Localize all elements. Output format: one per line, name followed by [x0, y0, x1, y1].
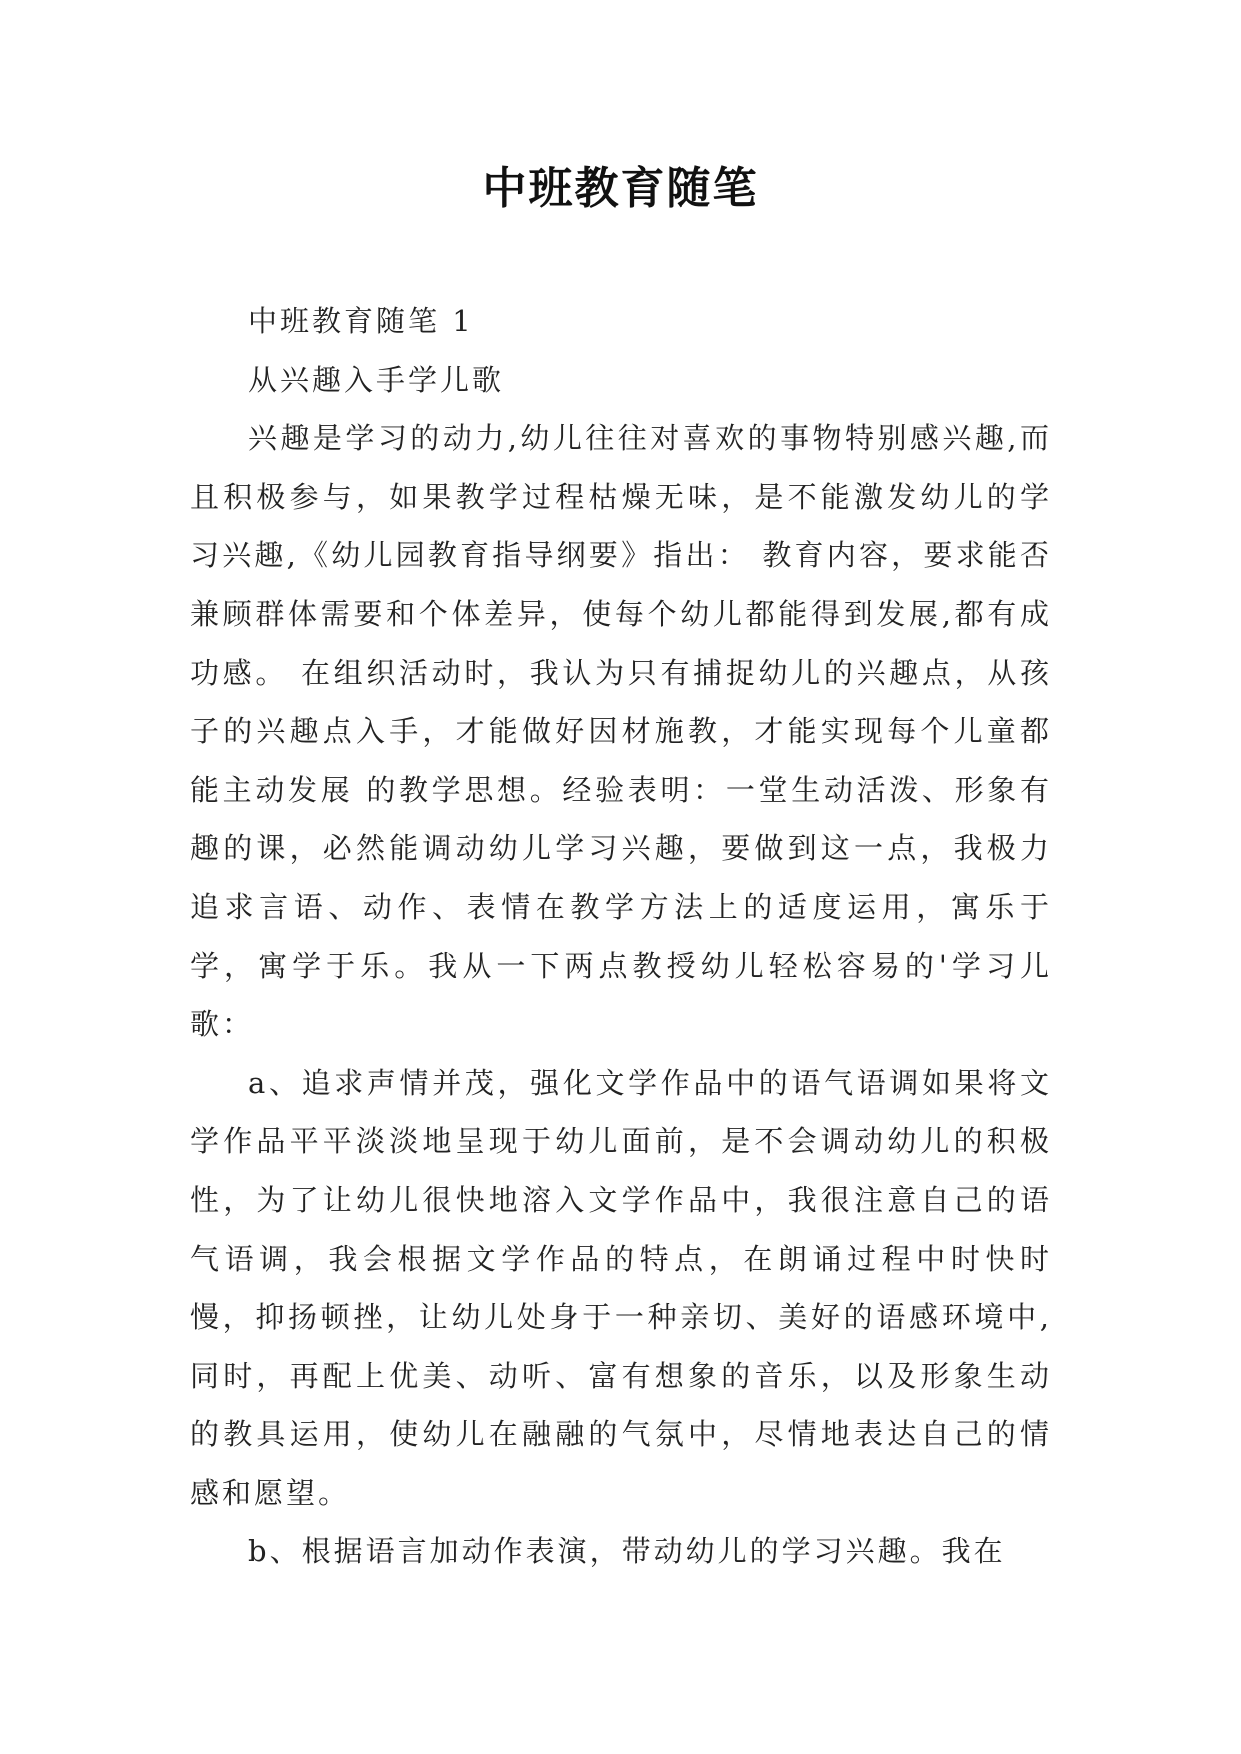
document-title: 中班教育随笔: [482, 163, 759, 214]
paragraph-3: b、根据语言加动作表演，带动幼儿的学习兴趣。我在: [248, 1534, 1006, 1569]
section-title: 从兴趣入手学儿歌: [248, 362, 505, 397]
paragraph-1: 兴趣是学习的动力,幼儿往往对喜欢的事物特别感兴趣,而且积极参与，如果教学过程枯燥无味，是不能激发幼儿的学习兴趣,《幼儿园教育指导纲要》指出： 教育内容，要求能否兼顾群体需要和个体差异，使每个幼儿都能得到发展,都有成功感。 在组织活动时，我认为只有捕捉幼儿的兴趣点，从孩子的兴趣点入手，才能做好因材施教，才能实现每个儿童都能主动发展 的教学思想。经验表明：一堂生动活泼、形象有趣的课，必然能调动幼儿学习兴趣，要做到这一点，我极力追求言语、动作、表情在教学方法上的适度运用，寓乐于学，寓学于乐。我从一下两点教授幼儿轻松容易的'学习儿歌：: [190, 421, 1052, 1042]
document-body: [190, 292, 1052, 1581]
essay-number-heading: 中班教育随笔 1: [248, 304, 474, 338]
paragraph-2: a、追求声情并茂，强化文学作品中的语气语调如果将文学作品平平淡淡地呈现于幼儿面前，是不会调动幼儿的积极性，为了让幼儿很快地溶入文学作品中，我很注意自己的语气语调，我会根据文学作品的特点，在朗诵过程中时快时慢，抑扬顿挫，让幼儿处身于一种亲切、美好的语感环境中,同时，再配上优美、动听、富有想象的音乐，以及形象生动的教具运用，使幼儿在融融的气氛中，尽情地表达自己的情感和愿望。: [190, 1065, 1052, 1510]
